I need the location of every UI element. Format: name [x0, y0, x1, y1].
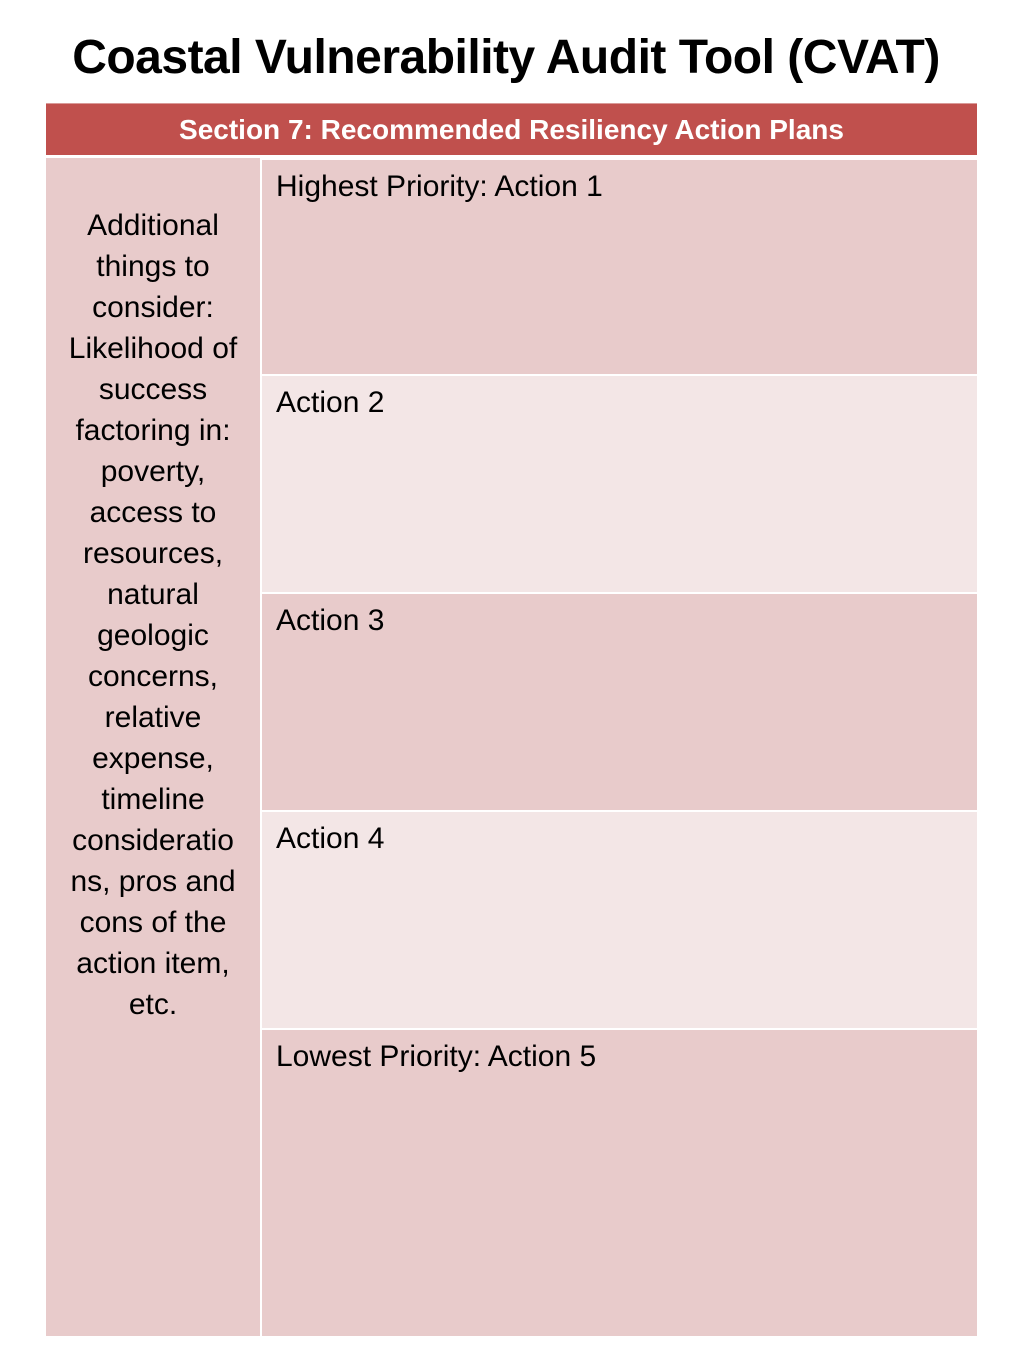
action-label: Highest Priority: Action 1 — [276, 170, 603, 203]
section-header: Section 7: Recommended Resiliency Action Plans — [46, 103, 977, 155]
action-label: Action 3 — [276, 604, 385, 637]
considerations-text: Additional things to consider: Likelihood of success factoring in: poverty, access to resources, natural geologic concerns, relative expense, timeline consideratio ns, pros and cons of the action item, etc. — [68, 209, 238, 1021]
action-label: Action 2 — [276, 386, 385, 419]
action-row-5[interactable] — [262, 1030, 977, 1336]
action-row-3[interactable] — [262, 594, 977, 810]
action-row-1[interactable] — [262, 160, 977, 374]
action-label: Lowest Priority: Action 5 — [276, 1040, 597, 1073]
considerations-sidebar — [46, 158, 260, 1336]
page-title: Coastal Vulnerability Audit Tool (CVAT) — [72, 31, 940, 84]
action-row-4[interactable] — [262, 812, 977, 1028]
action-label: Action 4 — [276, 822, 385, 855]
action-row-2[interactable] — [262, 376, 977, 592]
